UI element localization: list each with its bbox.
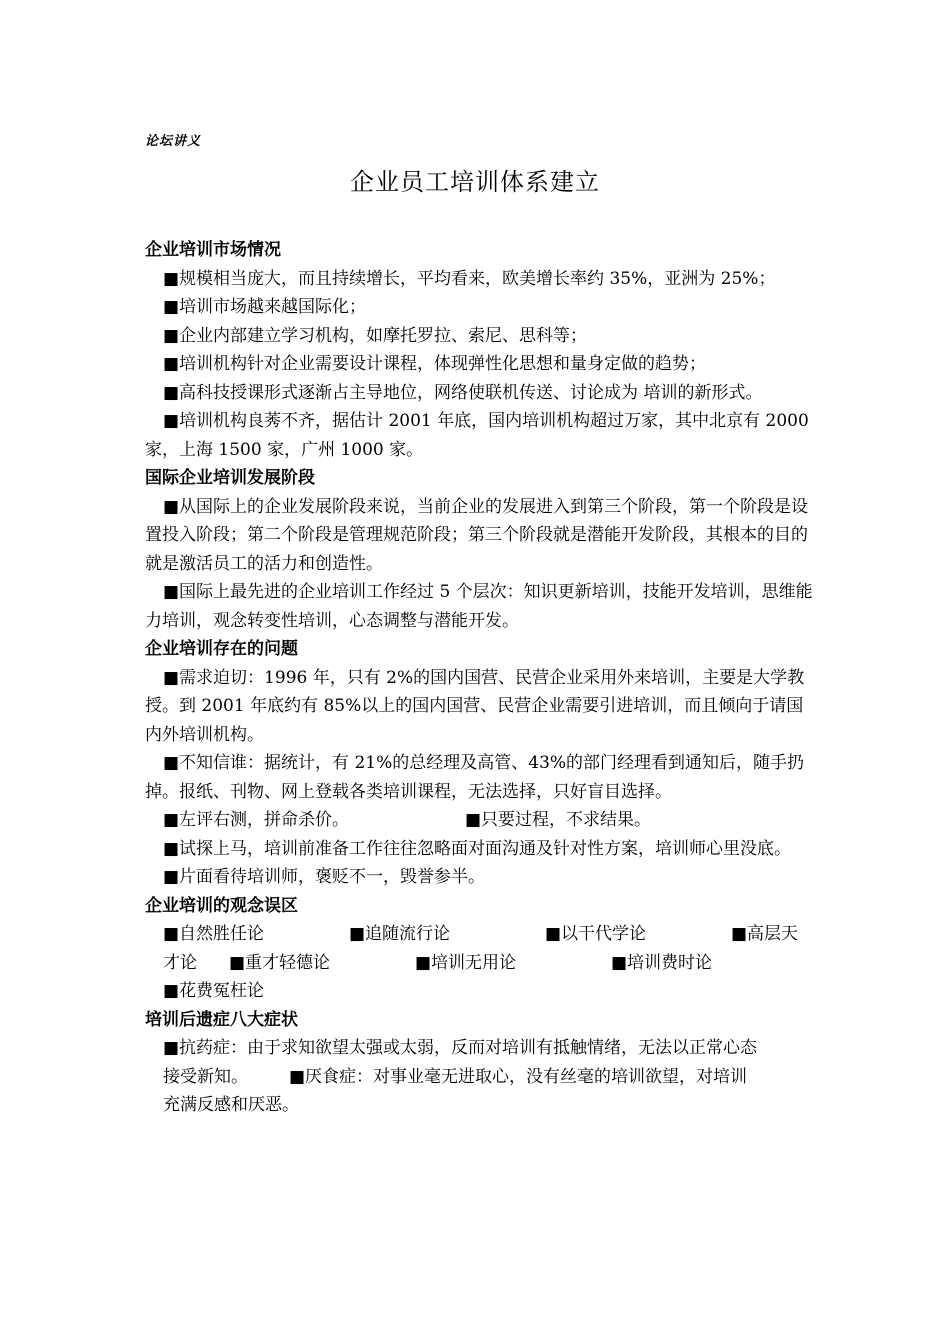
paragraph: ■国际上最先进的企业培训工作经过 5 个层次：知识更新培训，技能开发培训，思维能力培训，观念转变性培训，心态调整与潜能开发。 bbox=[145, 582, 813, 631]
section-heading: 企业培训存在的问题 bbox=[145, 639, 298, 659]
paragraph-row bbox=[145, 1063, 815, 1092]
paragraph-line: 充满反感和厌恶。 bbox=[163, 1095, 299, 1115]
section-heading: 企业培训的观念误区 bbox=[145, 895, 298, 916]
paragraph: ■企业内部建立学习机构，如摩托罗拉、索尼、思科等； bbox=[163, 325, 588, 346]
paragraph: ■需求迫切：1996 年，只有 2%的国内国营、民营企业采用外来培训，主要是大学教授。到 2001 年底约有 85%以上的国内国营、民营企业需要引进培训，而且倾向于请国内外培训机构。 bbox=[145, 667, 805, 745]
section-heading: 企业培训市场情况 bbox=[145, 240, 281, 260]
list-item: ■自然胜任论 bbox=[163, 924, 265, 944]
paragraph: ■高科技授课形式逐渐占主导地位，网络使联机传送、讨论成为 培训的新形式。 bbox=[163, 382, 763, 403]
paragraph: ■培训机构良莠不齐，据估计 2001 年底，国内培训机构超过万家，其中北京有 2000 家，上海 1500 家，广州 1000 家。 bbox=[145, 411, 809, 460]
paragraph: ■不知信谁：据统计，有 21%的总经理及高管、43%的部门经理看到通知后，随手扔掉。报纸、刊物、网上登载各类培训课程，无法选择，只好盲目选择。 bbox=[145, 753, 805, 802]
paragraph: ■培训机构针对企业需要设计课程，体现弹性化思想和量身定做的趋势； bbox=[163, 354, 707, 374]
doc-title: 企业员工培训体系建立 bbox=[350, 168, 600, 196]
list-item: ■左评右测，拼命杀价。 bbox=[163, 810, 350, 830]
paragraph: ■规模相当庞大，而且持续增长，平均看来，欧美增长率约 35%，亚洲为 25%； bbox=[163, 268, 776, 289]
paragraph-row bbox=[145, 806, 815, 835]
paragraph-row bbox=[145, 1034, 815, 1063]
paragraph-line: ■抗药症：由于求知欲望太强或太弱，反而对培训有抵触情绪，无法以正常心态 bbox=[163, 1038, 758, 1058]
paragraph: ■试探上马，培训前准备工作往往忽略面对面沟通及针对性方案，培训师心里没底。 bbox=[163, 838, 792, 859]
list-item: ■培训无用论 bbox=[415, 952, 517, 973]
paragraph: ■从国际上的企业发展阶段来说，当前企业的发展进入到第三个阶段，第一个阶段是设置投入阶段；第二个阶段是管理规范阶段；第三个阶段就是潜能开发阶段，其根本的目的就是激活员工的活力和创造性。 bbox=[145, 496, 809, 574]
doc-label: 论坛讲义 bbox=[145, 134, 202, 149]
section-heading: 国际企业培训发展阶段 bbox=[145, 468, 315, 488]
doc-content bbox=[145, 236, 815, 1120]
list-item: ■追随流行论 bbox=[349, 924, 451, 944]
list-item: 才论 bbox=[163, 952, 197, 973]
paragraph-line: 接受新知。 bbox=[163, 1066, 248, 1087]
list-item: ■只要过程，不求结果。 bbox=[465, 810, 652, 830]
section-heading: 培训后遗症八大症状 bbox=[145, 1009, 298, 1030]
list-item: ■花费冤枉论 bbox=[163, 981, 265, 1001]
paragraph-line: ■厌食症：对事业毫无进取心，没有丝毫的培训欲望，对培训 bbox=[289, 1066, 748, 1087]
list-item: ■以干代学论 bbox=[545, 924, 647, 944]
paragraph-row bbox=[145, 1091, 815, 1120]
list-row bbox=[145, 920, 815, 949]
list-item: ■重才轻德论 bbox=[229, 952, 331, 973]
list-row bbox=[145, 977, 815, 1006]
list-item: ■高层天 bbox=[731, 924, 799, 944]
paragraph: ■培训市场越来越国际化； bbox=[163, 297, 367, 317]
paragraph: ■片面看待培训师，褒贬不一，毁誉参半。 bbox=[163, 867, 486, 887]
list-row bbox=[145, 949, 815, 978]
list-item: ■培训费时论 bbox=[611, 952, 713, 973]
